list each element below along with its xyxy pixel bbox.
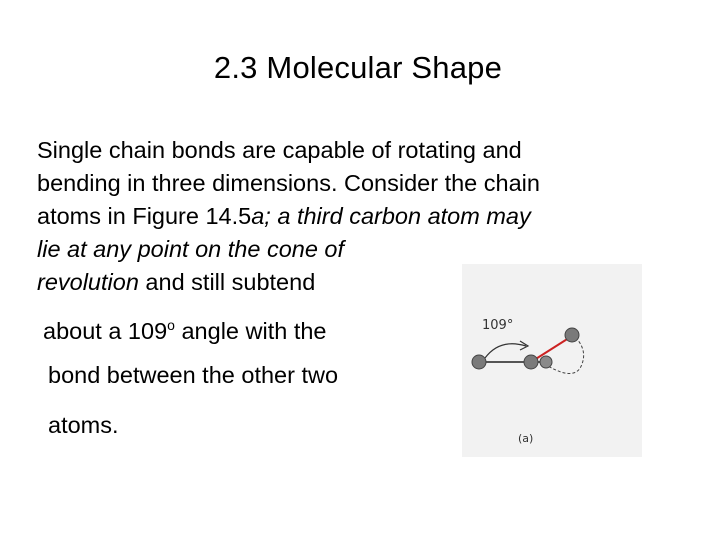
molecule-diagram [462, 264, 642, 457]
atom-right [540, 356, 552, 368]
body-text: bending in three dimensions. Consider the chain [37, 170, 540, 196]
degree-superscript: o [167, 317, 175, 333]
body-text-italic: revolution [37, 269, 139, 295]
body-text: Single chain bonds are capable of rotating and [37, 137, 522, 163]
body-line-1 [37, 134, 522, 166]
body-text: and still subtend [138, 269, 316, 295]
body-text: atoms in Figure 14.5 [37, 203, 252, 229]
atom-left [472, 355, 486, 369]
angle-label: 109° [482, 318, 514, 333]
body-line-7 [48, 359, 338, 391]
body-text: about a 109 [43, 318, 168, 344]
body-line-6 [43, 315, 327, 347]
angle-arc [485, 344, 526, 358]
figure-caption: (a) [518, 432, 534, 445]
body-text: angle with the [174, 318, 327, 344]
slide-title: 2.3 Molecular Shape [213, 50, 503, 85]
body-line-4 [37, 233, 344, 265]
atom-center [524, 355, 538, 369]
body-line-8 [48, 409, 119, 441]
body-line-5 [37, 266, 315, 298]
body-line-3 [37, 200, 531, 232]
molecule-figure [462, 264, 642, 457]
body-text-italic: a; a third carbon atom may [251, 203, 531, 229]
atom-top [565, 328, 579, 342]
body-text: bond between the other two [48, 362, 339, 388]
body-line-2 [37, 167, 540, 199]
body-text: atoms. [48, 412, 119, 438]
body-text-italic: lie at any point on the cone of [37, 236, 345, 262]
